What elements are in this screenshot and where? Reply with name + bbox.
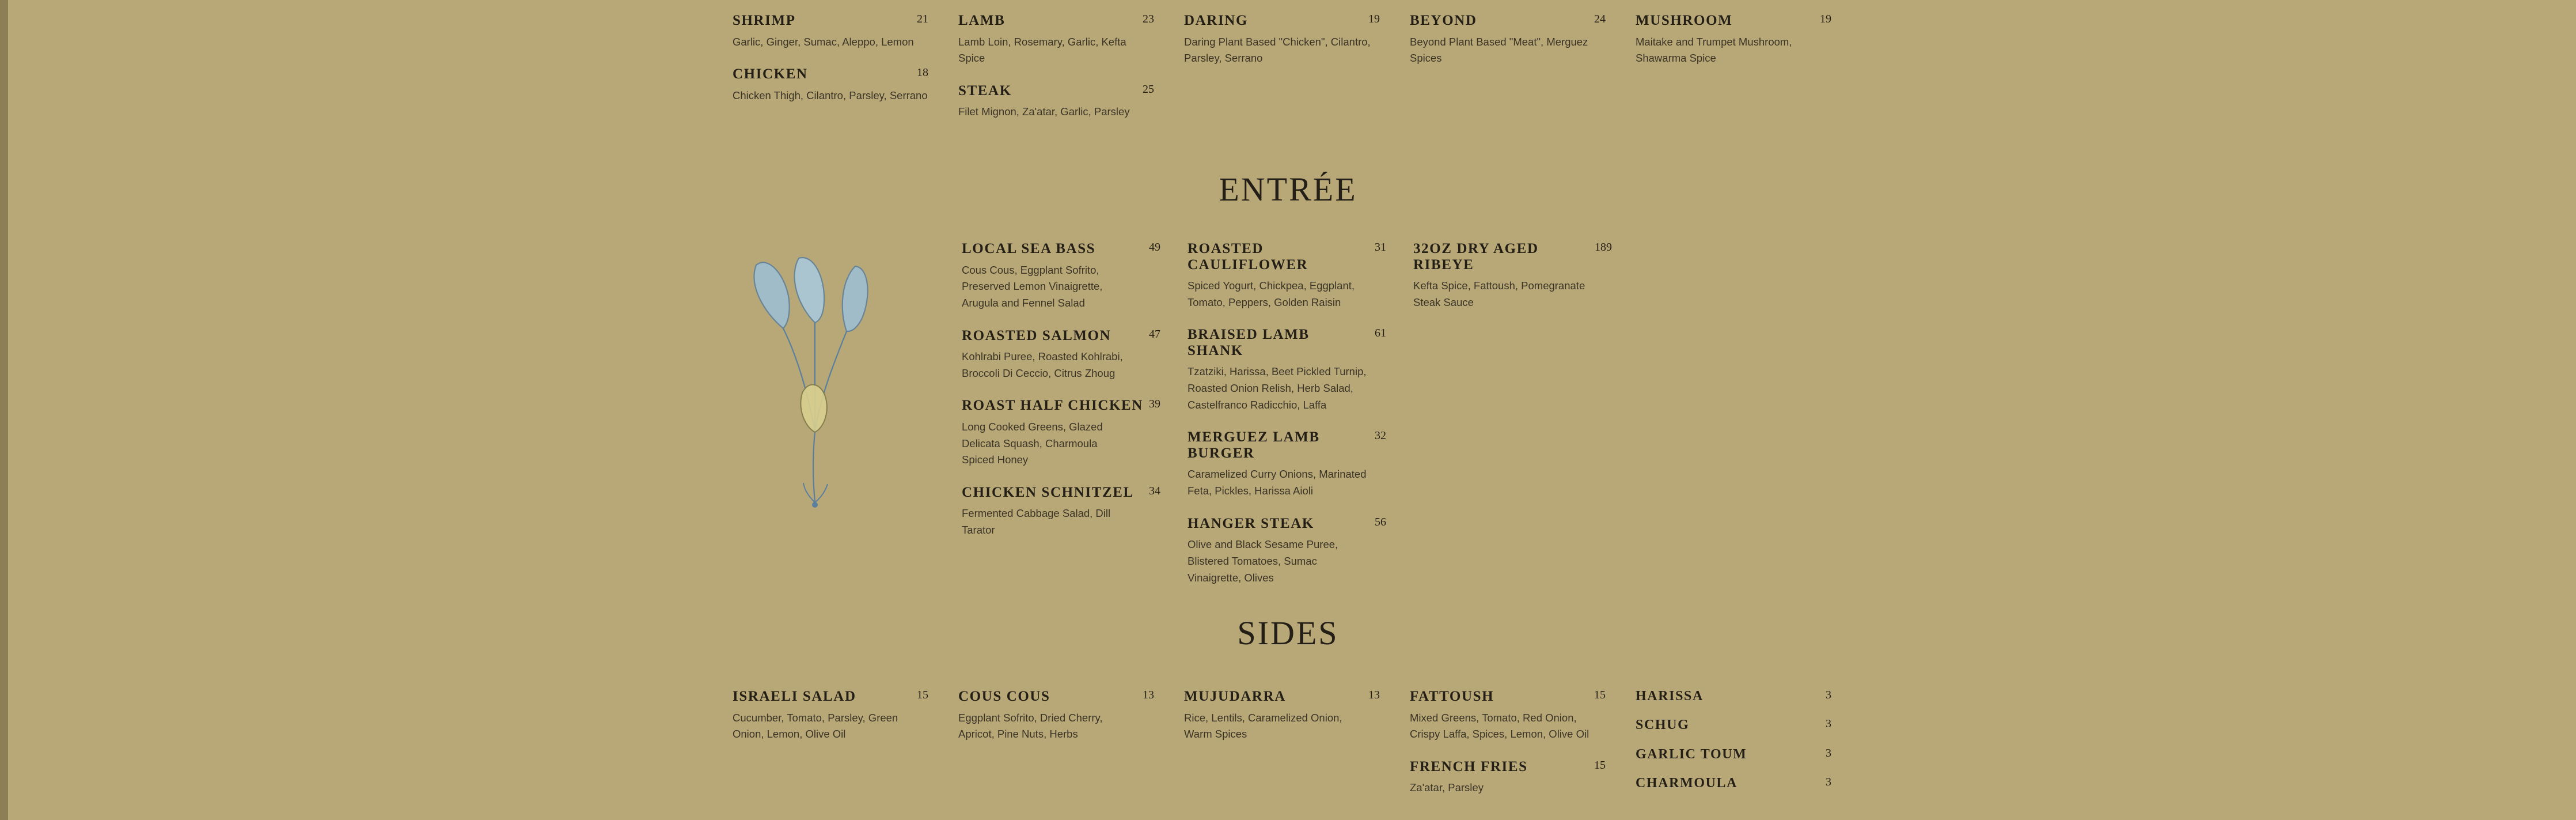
top-column-1 [733,13,928,137]
menu-item-name: 32OZ DRY AGED RIBEYE [1413,241,1539,273]
menu-item-head [1188,429,1386,461]
menu-item-head [1636,13,1831,29]
menu-item-head [958,689,1154,705]
menu-item-price: 19 [1820,13,1831,25]
menu-item-head [1410,13,1606,29]
sides-column-4 [1410,689,1606,813]
menu-item-price: 24 [1594,13,1606,25]
section-title-sides: SIDES [1237,614,1339,652]
menu-item [962,241,1160,312]
menu-item-description: Spiced Yogurt, Chickpea, Eggplant, Tomato, Peppers, Golden Raisin [1188,279,1355,308]
menu-item-head [962,398,1160,414]
menu-item-name: CHICKEN [733,66,808,82]
menu-item-name: ISRAELI SALAD [733,689,856,704]
skewers-items-grid [733,13,2518,137]
menu-item-price: 15 [917,689,928,701]
menu-item-price: 32 [1375,429,1386,443]
menu-item-head [1188,241,1386,273]
menu-item-description: Za'atar, Parsley [1410,781,1484,794]
menu-item-price: 34 [1149,484,1160,497]
menu-item-price: 15 [1594,758,1606,772]
menu-item-price: 13 [1143,689,1154,701]
menu-item-price: 189 [1595,241,1612,254]
menu-item [962,328,1160,382]
menu-item [1413,241,1612,311]
menu-item [1410,689,1606,743]
top-column-2 [958,13,1154,137]
menu-item-name: GARLIC TOUM [1636,746,1747,762]
menu-item-price: 18 [917,66,928,80]
menu-item [958,13,1154,67]
menu-item-price: 56 [1375,515,1386,528]
menu-item-price: 61 [1375,327,1386,340]
page-left-edge-band [0,0,8,820]
menu-item-description: Beyond Plant Based "Meat", Merguez Spices [1410,35,1588,65]
menu-item-description: Tzatziki, Harissa, Beet Pickled Turnip, Roasted Onion Relish, Herb Salad, Castelfranco Radicchio, Laffa [1188,365,1367,411]
menu-item-price: 31 [1375,241,1386,254]
menu-item-price: 3 [1826,746,1831,759]
menu-item-name: FRENCH FRIES [1410,758,1528,774]
menu-item-name: LAMB [958,13,1006,28]
menu-item-name: STEAK [958,82,1012,99]
menu-item [962,398,1160,468]
menu-item [1636,717,1831,732]
menu-item-description: Caramelized Curry Onions, Marinated Feta, Pickles, Harissa Aioli [1188,468,1367,497]
menu-item-head [1636,689,1831,704]
menu-item-head [962,241,1160,257]
menu-item [733,689,928,743]
menu-item-price: 15 [1594,689,1606,701]
menu-item-description: Olive and Black Sesame Puree, Blistered Tomatoes, Sumac Vinaigrette, Olives [1188,538,1338,584]
blue-floral-illustration [729,242,901,542]
menu-item-name: COUS COUS [958,689,1050,704]
menu-item-price: 21 [917,13,928,25]
menu-item [958,83,1154,120]
menu-item-price: 3 [1826,689,1831,701]
menu-item-description: Mixed Greens, Tomato, Red Onion, Crispy Laffa, Spices, Lemon, Olive Oil [1410,711,1589,740]
menu-item [733,13,928,50]
menu-item-head [962,485,1160,501]
menu-item-name: BEYOND [1410,13,1477,28]
section-title-entree: ENTRÉE [1219,171,1357,208]
menu-item [733,66,928,104]
menu-item [1410,759,1606,796]
menu-item-price: 3 [1826,717,1831,731]
menu-item-price: 13 [1368,689,1380,701]
menu-item-description: Daring Plant Based "Chicken", Cilantro, Parsley, Serrano [1184,35,1371,65]
menu-item-description: Rice, Lentils, Caramelized Onion, Warm Spices [1184,711,1342,740]
entree-items-grid [962,241,2344,602]
menu-item-name: LOCAL SEA BASS [962,241,1096,256]
menu-item-description: Garlic, Ginger, Sumac, Aleppo, Lemon [733,35,914,48]
sides-items-grid [733,689,2518,813]
menu-item-description: Filet Mignon, Za'atar, Garlic, Parsley [958,105,1130,118]
menu-item-description: Eggplant Sofrito, Dried Cherry, Apricot, Pine Nuts, Herbs [958,711,1103,740]
menu-item-name: BRAISED LAMB SHANK [1188,327,1310,358]
menu-item-description: Kefta Spice, Fattoush, Pomegranate Steak Sauce [1413,279,1585,308]
menu-item [1636,689,1831,704]
menu-item [962,485,1160,539]
entree-column-2 [1188,241,1386,602]
menu-item-head [1184,689,1380,705]
sides-column-1 [733,689,928,813]
menu-item-name: MERGUEZ LAMB BURGER [1188,429,1320,461]
menu-item-price: 23 [1143,13,1154,25]
entree-column-1 [962,241,1160,602]
menu-item-price: 3 [1826,776,1831,789]
top-column-5 [1636,13,1831,137]
menu-item-head [1184,13,1380,29]
menu-item [1188,327,1386,413]
menu-item-name: ROASTED SALMON [962,327,1111,343]
menu-item-price: 47 [1149,327,1160,341]
menu-item-description: Chicken Thigh, Cilantro, Parsley, Serrano [733,89,928,101]
menu-item-head [1188,327,1386,358]
menu-item-description: Cous Cous, Eggplant Sofrito, Preserved Lemon Vinaigrette, Arugula and Fennel Salad [962,263,1103,309]
menu-item-price: 49 [1149,241,1160,254]
menu-item-head [733,13,928,29]
menu-item-name: CHICKEN SCHNITZEL [962,484,1134,500]
menu-item [1184,689,1380,743]
menu-item [1410,13,1606,67]
menu-item-price: 19 [1368,13,1380,25]
menu-item-description: Cucumber, Tomato, Parsley, Green Onion, Lemon, Olive Oil [733,711,898,740]
menu-item-head [1636,747,1831,762]
menu-item-name: CHARMOULA [1636,776,1738,791]
menu-item [1184,13,1380,67]
menu-item-head [958,13,1154,29]
menu-item-price: 25 [1143,82,1154,96]
sides-column-5-condiments [1636,689,1831,813]
menu-item-name: MUJUDARRA [1184,689,1286,704]
sides-column-2 [958,689,1154,813]
menu-item-name: FATTOUSH [1410,689,1494,704]
menu-item [1188,429,1386,499]
menu-item-name: SCHUG [1636,717,1690,733]
menu-item-head [1413,241,1612,273]
menu-item-description: Lamb Loin, Rosemary, Garlic, Kefta Spice [958,35,1126,65]
menu-item [1636,13,1831,67]
menu-item-description: Kohlrabi Puree, Roasted Kohlrabi, Broccoli Di Ceccio, Citrus Zhoug [962,350,1123,379]
menu-item-head [1636,717,1831,732]
menu-item [1188,516,1386,587]
menu-item-description: Long Cooked Greens, Glazed Delicata Squash, Charmoula Spiced Honey [962,420,1103,466]
menu-item-head [733,66,928,82]
menu-item-name: ROAST HALF CHICKEN [962,398,1143,414]
menu-item-name: HANGER STEAK [1188,515,1314,531]
menu-item-head [962,328,1160,344]
menu-item-head [958,83,1154,99]
menu-item-name: SHRIMP [733,13,796,28]
menu-item [958,689,1154,743]
menu-item-head [1188,516,1386,532]
sides-column-3 [1184,689,1380,813]
menu-item-name: DARING [1184,13,1248,28]
menu-item-head [1410,759,1606,775]
menu-item-description: Maitake and Trumpet Mushroom, Shawarma Spice [1636,35,1792,65]
menu-item-name: MUSHROOM [1636,13,1733,28]
menu-item-head [733,689,928,705]
top-column-3 [1184,13,1380,137]
menu-item [1636,776,1831,791]
menu-item [1636,747,1831,762]
menu-item-head [1410,689,1606,705]
menu-item-price: 39 [1149,398,1160,411]
menu-item [1188,241,1386,311]
menu-item-name: ROASTED CAULIFLOWER [1188,241,1308,273]
top-column-4 [1410,13,1606,137]
menu-item-description: Fermented Cabbage Salad, Dill Tarator [962,507,1111,536]
menu-item-name: HARISSA [1636,689,1704,704]
entree-column-3 [1413,241,1612,602]
menu-item-head [1636,776,1831,791]
